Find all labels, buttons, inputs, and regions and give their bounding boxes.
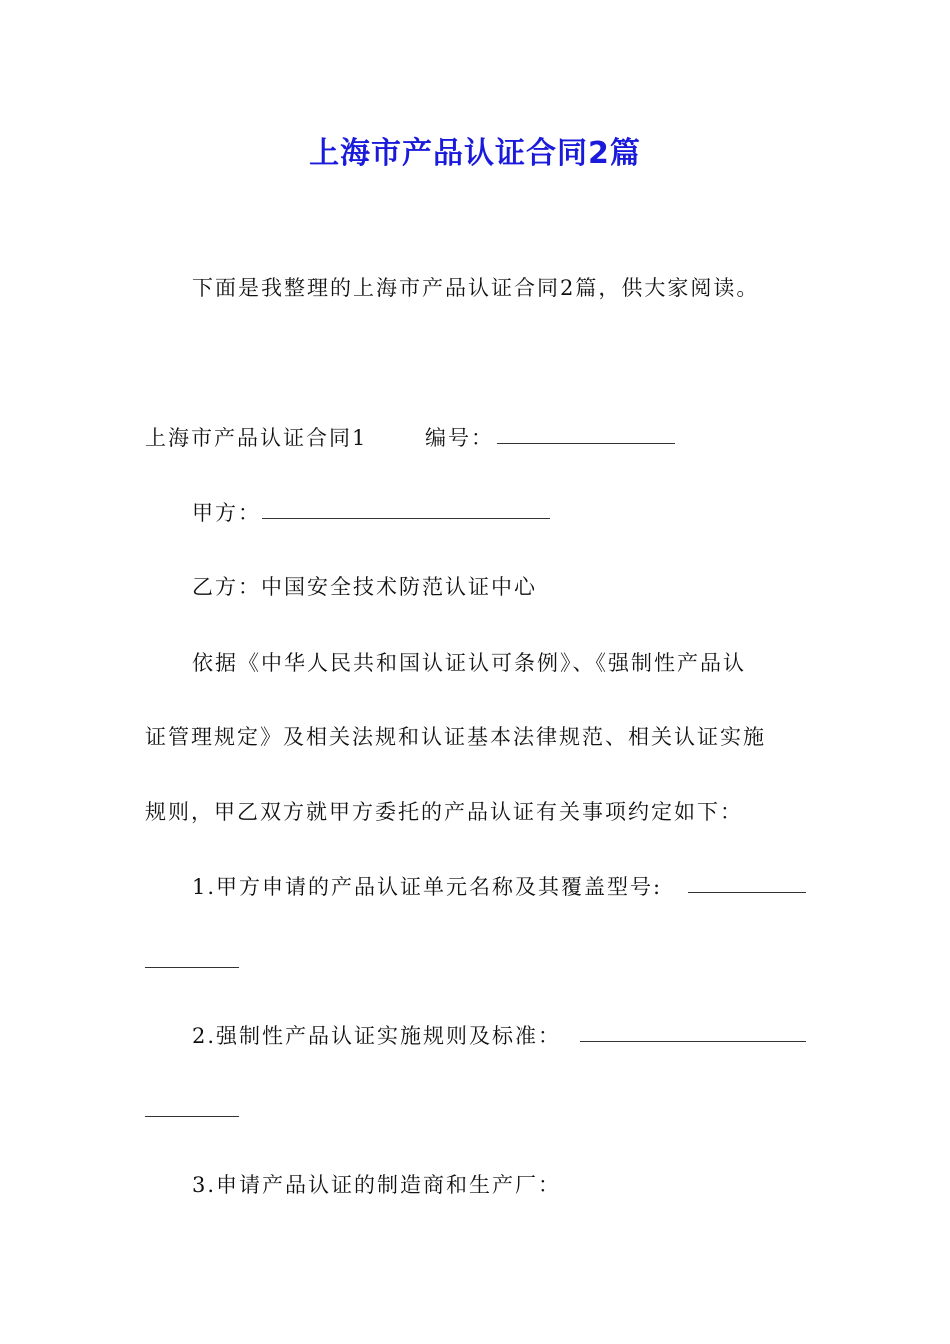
item-2-blank-continued (145, 1116, 239, 1117)
item-1: 1.甲方申请的产品认证单元名称及其覆盖型号: (192, 875, 663, 899)
number-blank (497, 443, 675, 444)
document-title: 上海市产品认证合同2篇 (309, 136, 641, 171)
basis-line-3: 规则，甲乙双方就甲方委托的产品认证有关事项约定如下： (145, 800, 743, 824)
item-1-blank (688, 892, 806, 893)
party-a (192, 497, 261, 527)
party-b: 乙方：中国安全技术防范认证中心 (192, 575, 537, 599)
basis-line-1: 依据《中华人民共和国认证认可条例》、《强制性产品认 (192, 651, 746, 675)
party-a-blank (262, 518, 550, 519)
contract-heading-text: 上海市产品认证合同1 (145, 426, 368, 450)
number-label: 编号： (425, 426, 494, 450)
item-2: 2.强制性产品认证实施规则及标准： (192, 1024, 562, 1048)
basis-line-2: 证管理规定》及相关法规和认证基本法律规范、相关认证实施 (145, 725, 766, 749)
party-a-label: 甲方： (192, 501, 261, 525)
contract-heading (145, 422, 367, 452)
item-1-blank-continued (145, 967, 239, 968)
item-2-blank (580, 1041, 806, 1042)
intro-paragraph: 下面是我整理的上海市产品认证合同2篇，供大家阅读。 (192, 276, 760, 300)
contract-number (425, 422, 494, 452)
item-3: 3.申请产品认证的制造商和生产厂： (192, 1173, 562, 1197)
